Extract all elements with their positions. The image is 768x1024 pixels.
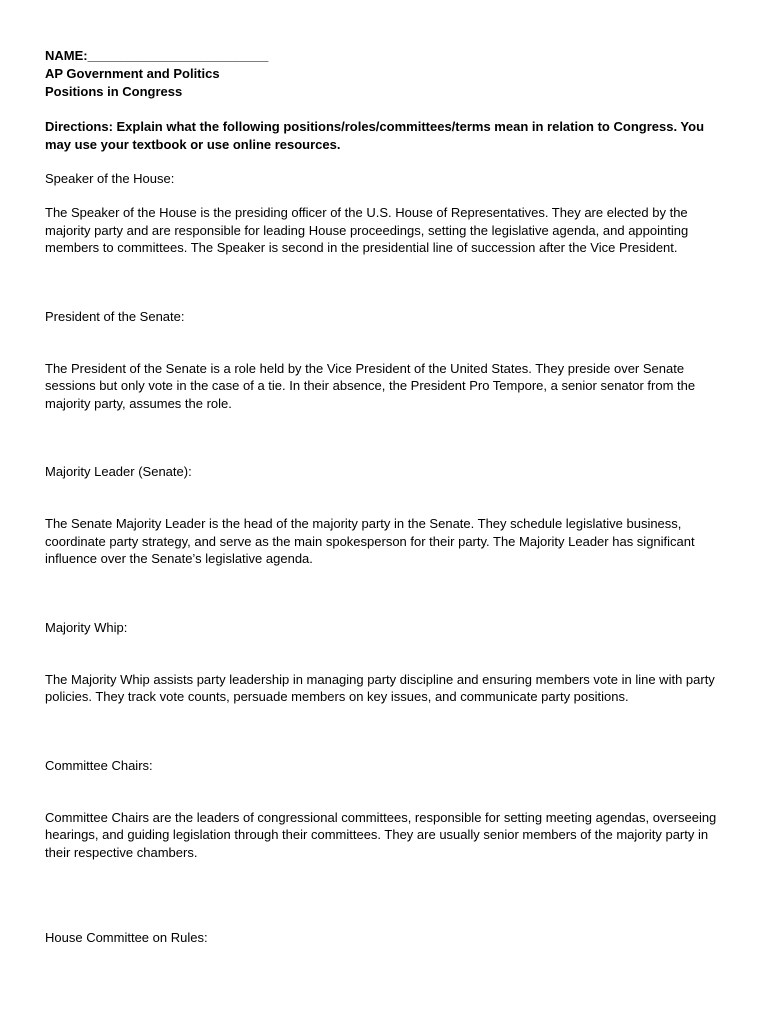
item-answer-speaker: The Speaker of the House is the presiding officer of the U.S. House of Representatives. They are elected by the majority party and are responsible for leading House proceedings, setting the legislative agenda, and appointing members to committees. The Speaker is second in the presidential line of succession after the Vice President.	[45, 205, 689, 255]
item-label-majority-leader: Majority Leader (Senate):	[45, 464, 192, 479]
document-title: Positions in Congress	[45, 84, 183, 99]
item-answer-majority-leader: The Senate Majority Leader is the head of the majority party in the Senate. They schedule legislative business, coordinate party strategy, and serve as the main spokesperson for their party. The Majority Leader has significant influence over the Senate’s legislative agenda.	[45, 516, 695, 566]
item-answer-president-senate: The President of the Senate is a role held by the Vice President of the United States. They preside over Senate sessions but only vote in the case of a tie. In their absence, the President Pro Tempore, a senior senator from the majority party, assumes the role.	[45, 360, 696, 411]
item-label-rules-committee: House Committee on Rules:	[45, 930, 208, 945]
document-page	[45, 47, 725, 947]
directions-text: Directions: Explain what the following positions/roles/committees/terms mean in relation to Congress. You may use your textbook or use online resources.	[45, 119, 705, 152]
course-title: AP Government and Politics	[45, 66, 220, 81]
item-answer-committee-chairs: Committee Chairs are the leaders of congressional committees, responsible for setting meeting agendas, overseeing hearings, and guiding legislation through their committees. They are usually senior members of the majority party in their respective chambers.	[45, 809, 717, 860]
item-label-majority-whip: Majority Whip:	[45, 619, 128, 635]
item-label-speaker: Speaker of the House:	[45, 171, 175, 186]
item-label-president-senate: President of the Senate:	[45, 308, 185, 324]
name-field-line: NAME:_________________________	[45, 48, 269, 63]
item-label-committee-chairs: Committee Chairs:	[45, 757, 153, 773]
item-answer-majority-whip: The Majority Whip assists party leadership in managing party discipline and ensuring members vote in line with party policies. They track vote counts, persuade members on key issues, and communicate party positions.	[45, 671, 715, 704]
